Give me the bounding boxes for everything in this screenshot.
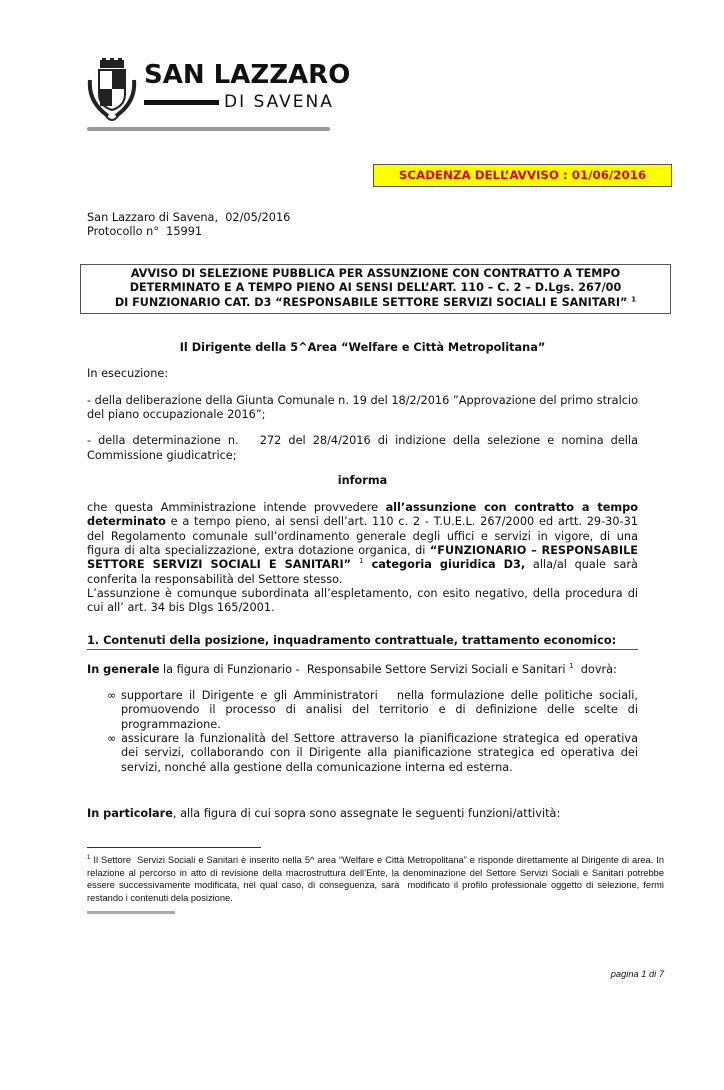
generale-footnote-ref: 1 bbox=[569, 662, 574, 671]
esecuzione-label: In esecuzione: bbox=[87, 367, 169, 381]
paragraph-deliberazione: - della deliberazione della Giunta Comunale n. 19 del 18/2/2016 ”Approvazione del primo stralcio del piano occupazionale 2016”; bbox=[87, 393, 638, 421]
document-body bbox=[87, 0, 667, 1090]
informa-heading: informa bbox=[337, 473, 388, 487]
main-paragraph bbox=[87, 501, 638, 615]
main-bold-1: all’assunzione con contratto a tempo determinato bbox=[87, 501, 638, 529]
title-line1: AVVISO DI SELEZIONE PUBBLICA PER ASSUNZIONE CON CONTRATTO A TEMPO bbox=[130, 266, 621, 280]
main-text-2: e a tempo pieno, ai sensi dell’art. 110 c. 2 - T.U.E.L. 267/2000 ed artt. 29-30-31 del Regolamento comunale sull’ordinamento generale degli uffici e servizi in vigore, di una figura di alta specializzazione, extra dotazione organica, di bbox=[87, 515, 638, 558]
logo-line1: SAN LAZZARO bbox=[144, 60, 351, 90]
bullet-icon: ∞ bbox=[107, 732, 117, 746]
footnote bbox=[87, 854, 667, 904]
footnote-text: Il Settore Servizi Sociali e Sanitari è inserito nella 5^ area “Welfare e Città Metropolitana” e risponde direttamente al Dirigente di area. In relazione al percorso in atto di revisione della macrostruttura dell’Ente, la denominazione del Settore Servizi Sociali e Sanitari potrebbe essere successivamente modificata, nel qual caso, di conseguenza, sarà modificato il profilo professionale oggetto di selezione, fermi restando i contenuti dela posizione. bbox=[87, 855, 667, 903]
list-item bbox=[87, 689, 642, 732]
particolare-line bbox=[87, 807, 638, 821]
main-text-1: che questa Amministrazione intende provvedere bbox=[87, 501, 386, 515]
particolare-text: , alla figura di cui sopra sono assegnate le seguenti funzioni/attività: bbox=[172, 806, 561, 820]
paragraph-determinazione: - della determinazione n. 272 del 28/4/2016 di indizione della selezione e nomina della Commissione giudicatrice; bbox=[87, 434, 642, 462]
footnote-separator bbox=[87, 847, 261, 848]
deadline-text: SCADENZA DELL’AVVISO : 01/06/2016 bbox=[398, 168, 647, 182]
main-footnote-ref: 1 bbox=[359, 557, 364, 566]
dirigente-heading: Il Dirigente della 5^Area “Welfare e Città Metropolitana” bbox=[179, 341, 546, 355]
duties-list bbox=[87, 689, 642, 775]
generale-line bbox=[87, 663, 638, 677]
list-item-text: assicurare la funzionalità del Settore attraverso la pianificazione strategica ed operativa dei servizi, collaborando con il Dirigente alla pianificazione strategica ed operativa dei servizi, nonché alla gestione della comunicazione interna ed esterna. bbox=[121, 732, 638, 774]
particolare-bold: In particolare bbox=[87, 806, 173, 820]
place-date: San Lazzaro di Savena, 02/05/2016 bbox=[87, 211, 291, 224]
title-line2: DETERMINATO E A TEMPO PIENO AI SENSI DELL’ART. 110 – C. 2 – D.Lgs. 267/00 bbox=[129, 281, 622, 295]
title-footnote-ref: 1 bbox=[631, 294, 637, 303]
bullet-icon: ∞ bbox=[107, 689, 117, 703]
protocol-number: Protocollo n° 15991 bbox=[87, 225, 203, 239]
page-number: pagina 1 di 7 bbox=[610, 968, 664, 979]
section-1-heading: 1. Contenuti della posizione, inquadramento contrattuale, trattamento economico: bbox=[87, 634, 638, 650]
title-line3: DI FUNZIONARIO CAT. D3 “RESPONSABILE SETTORE SERVIZI SOCIALI E SANITARI” bbox=[114, 295, 628, 309]
list-item bbox=[87, 732, 638, 775]
footer-bar bbox=[87, 911, 175, 914]
generale-text-2: dovrà: bbox=[573, 662, 617, 676]
logo-line2: DI SAVENA bbox=[224, 92, 334, 112]
generale-bold: In generale bbox=[87, 662, 160, 676]
main-bold-2: “FUNZIONARIO – RESPONSABILE SETTORE SERVIZI SOCIALI E SANITARI” bbox=[87, 544, 638, 572]
main-text-3: alla/al quale sarà conferita la responsabilità del Settore stesso. bbox=[87, 558, 638, 586]
footnote-number: 1 bbox=[87, 855, 91, 862]
main-bold-3: categoria giuridica D3, bbox=[363, 558, 526, 572]
list-item-text: supportare il Dirigente e gli Amministratori nella formulazione delle politiche sociali, promuovendo il processo di analisi del territorio e di definizione delle scelte di programmazione. bbox=[121, 689, 642, 731]
title-box bbox=[80, 264, 671, 315]
generale-text: la figura di Funzionario - Responsabile Settore Servizi Sociali e Sanitari bbox=[159, 662, 570, 676]
main-text-4: L’assunzione è comunque subordinata all’espletamento, con esito negativo, della procedura di cui all’ art. 34 bis Dlgs 165/2001. bbox=[87, 586, 638, 615]
